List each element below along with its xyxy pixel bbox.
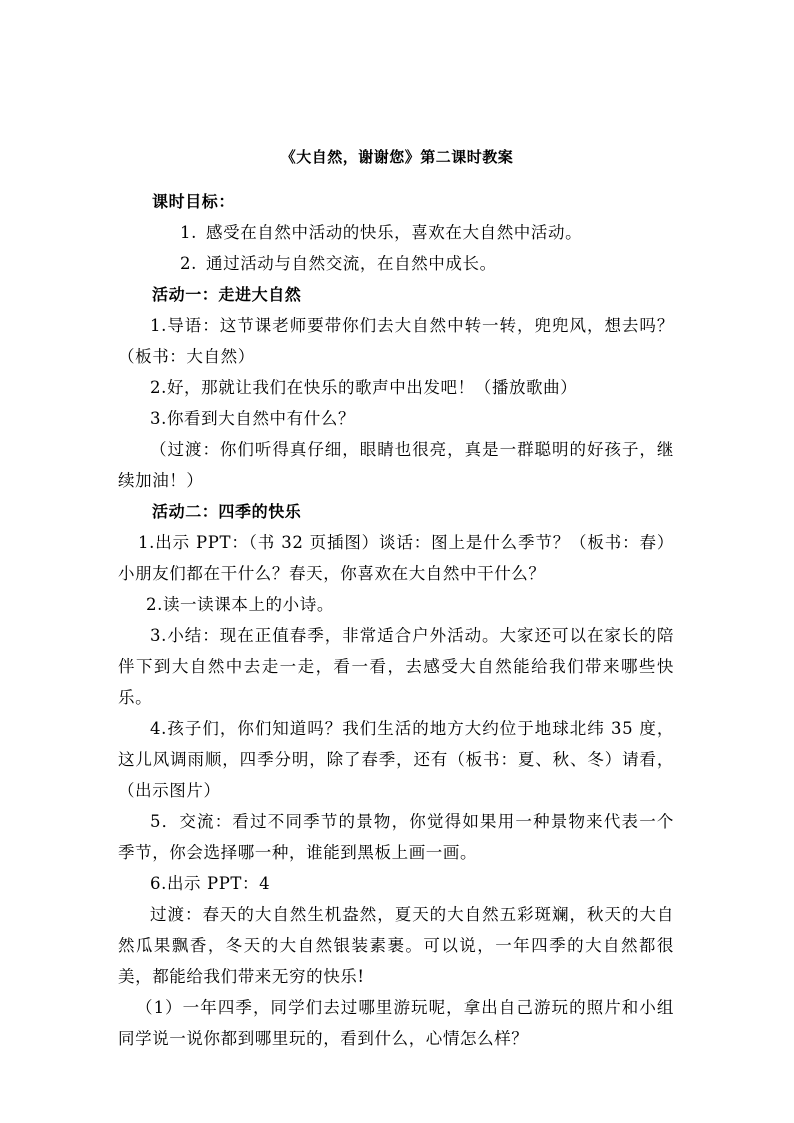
- activity2-paragraph-6: 6.出示 PPT：4: [150, 874, 271, 893]
- activity2-heading: 活动二：四季的快乐: [152, 502, 302, 521]
- document-title: 《大自然，谢谢您》第二课时教案: [280, 148, 514, 166]
- activity1-heading: 活动一：走进大自然: [152, 285, 302, 304]
- activity1-paragraph-2: 2.好，那就让我们在快乐的歌声中出发吧！（播放歌曲）: [150, 378, 578, 397]
- activity1-paragraph-4: （过渡：你们听得真仔细，眼睛也很亮，真是一群聪明的好孩子，继续加油！）: [118, 440, 674, 490]
- objective-text: 感受在自然中活动的快乐，喜欢在大自然中活动。: [206, 223, 583, 242]
- activity1-paragraph-3: 3.你看到大自然中有什么？: [150, 409, 356, 428]
- activity2-paragraph-2: 2.读一读课本上的小诗。: [146, 595, 334, 614]
- objectives-heading: 课时目标：: [152, 192, 236, 211]
- activity2-paragraph-3: 3.小结：现在正值春季，非常适合户外活动。大家还可以在家长的陪伴下到大自然中去走一走，看一看，去感受大自然能给我们带来哪些快乐。: [118, 626, 674, 707]
- activity2-paragraph-4: 4.孩子们，你们知道吗？我们生活的地方大约位于地球北纬 35 度，这儿风调雨顺，四季分明，除了春季，还有（板书：夏、秋、冬）请看，（出示图片）: [118, 719, 674, 800]
- objective-number: 2.: [180, 254, 197, 273]
- activity2-paragraph-5: 5．交流：看过不同季节的景物，你觉得如果用一种景物来代表一个季节，你会选择哪一种，谁能到黑板上画一画。: [118, 812, 674, 862]
- document-body: [118, 186, 674, 1054]
- activity1-paragraph-1: 1.导语：这节课老师要带你们去大自然中转一转，兜兜风，想去吗？（板书：大自然）: [118, 316, 674, 366]
- objective-item: [118, 217, 674, 248]
- objective-item: [118, 248, 674, 279]
- activity2-paragraph-1: 1.出示 PPT：（书 32 页插图）谈话：图上是什么季节？（板书：春）小朋友们都在干什么？春天，你喜欢在大自然中干什么？: [118, 533, 674, 583]
- activity2-paragraph-7: 过渡：春天的大自然生机盎然，夏天的大自然五彩斑斓，秋天的大自然瓜果飘香，冬天的大自然银装素裹。可以说，一年四季的大自然都很美，都能给我们带来无穷的快乐!: [118, 905, 674, 986]
- objective-number: 1.: [180, 223, 197, 242]
- objective-text: 通过活动与自然交流，在自然中成长。: [206, 254, 497, 273]
- activity2-paragraph-8: （1）一年四季，同学们去过哪里游玩呢，拿出自己游玩的照片和小组同学说一说你都到哪里玩的，看到什么，心情怎么样？: [118, 998, 674, 1048]
